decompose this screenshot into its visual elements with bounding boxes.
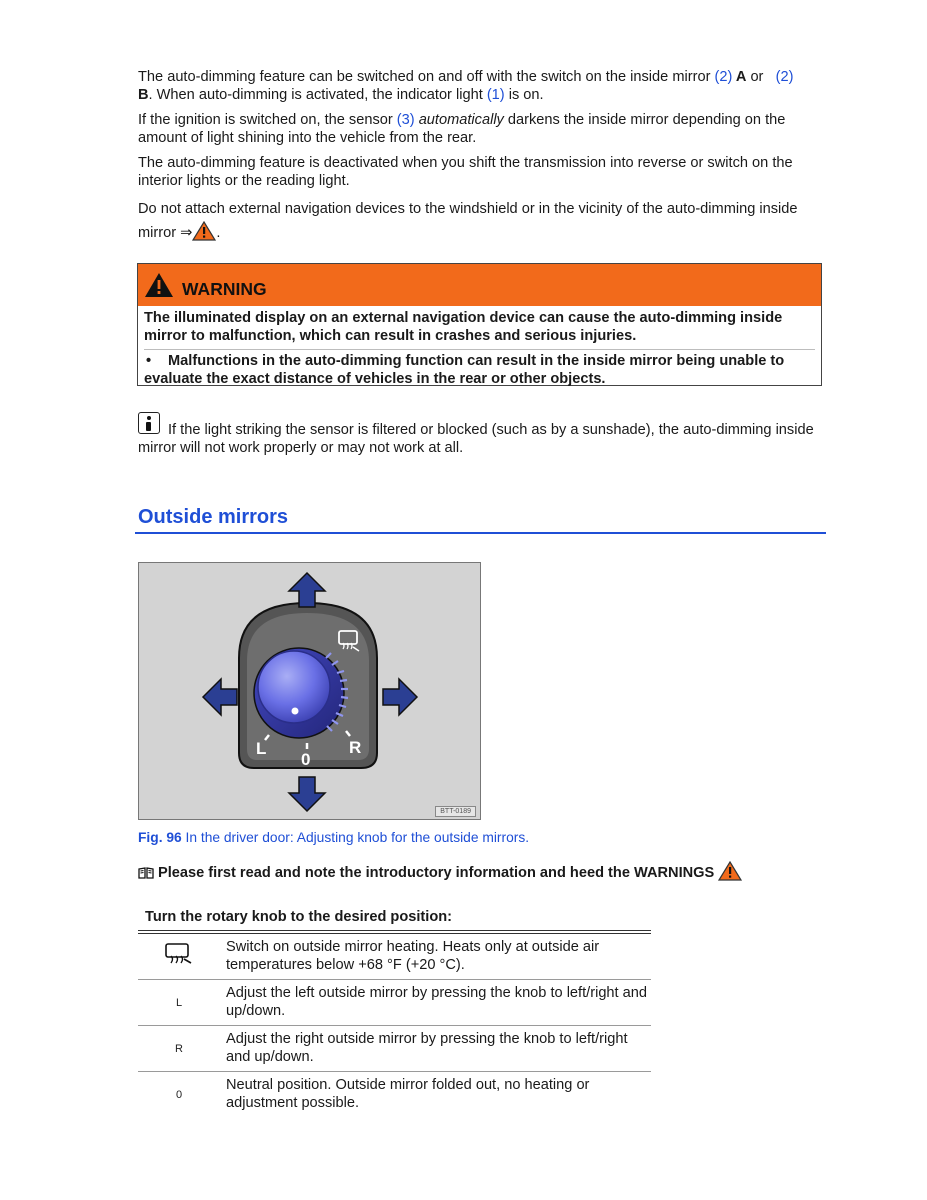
warning-header <box>138 264 821 306</box>
table-symbol-cell: R <box>175 1042 183 1055</box>
knob-label-neutral: 0 <box>301 750 311 769</box>
bullet-icon: • <box>146 353 152 369</box>
table-symbol-cell: L <box>175 996 183 1009</box>
warning-text-1: The illuminated display on an external navigation device can cause the auto-dimming inside mirror to malfunction, which can result in crashes and serious injuries. <box>144 310 783 344</box>
table-row <box>138 1026 651 1072</box>
paragraph-auto-dimming-switch: The auto-dimming feature can be switched on and off with the switch on the inside mirror (2) A or (2) B. When auto-dimming is activated, the indicator light (1) is on. <box>138 69 794 103</box>
paragraph-deactivated: The auto-dimming feature is deactivated when you shift the transmission into reverse or switch on the interior lights or the reading light. <box>138 155 793 189</box>
section-title: Outside mirrors <box>138 506 289 528</box>
table-description: Switch on outside mirror heating. Heats only at outside air temperatures below +68 °F (+20 °C). <box>226 939 600 973</box>
table-row <box>138 934 651 980</box>
info-note-text: If the light striking the sensor is filtered or blocked (such as by a sunshade), the auto-dimming inside mirror will not work properly or may not work at all. <box>138 422 814 456</box>
table-row <box>138 980 651 1026</box>
figure-code: BTT-0189 <box>435 806 476 817</box>
paragraph-sensor: If the ignition is switched on, the sensor (3) automatically darkens the inside mirror depending on the amount of light shining into the vehicle from the rear. <box>138 112 786 146</box>
arrow-down-icon <box>289 777 325 811</box>
table-description: Adjust the left outside mirror by pressing the knob to left/right and up/down. <box>226 985 648 1019</box>
ref-2b[interactable]: (2) <box>775 69 794 85</box>
paragraph-navigation-devices: Do not attach external navigation devices to the windshield or in the vicinity of the auto-dimming inside mirror ⇒ . <box>138 197 828 249</box>
warning-box <box>137 263 822 386</box>
warning-triangle-icon[interactable] <box>192 221 216 249</box>
warning-bullet-item: • Malfunctions in the auto-dimming function can result in the inside mirror being unable to evaluate the exact distance of vehicles in the rear or other objects. <box>144 349 815 388</box>
arrow-up-icon <box>289 573 325 607</box>
figure-adjusting-knob <box>138 562 481 820</box>
ref-3[interactable]: (3) <box>396 112 415 128</box>
table-description: Neutral position. Outside mirror folded out, no heating or adjustment possible. <box>226 1077 590 1111</box>
warning-body <box>138 306 821 388</box>
intro-note: Please first read and note the introductory information and heed the WARNINGS <box>138 861 742 886</box>
book-icon <box>138 866 154 884</box>
ref-2[interactable]: (2) <box>714 69 733 85</box>
info-icon <box>138 412 160 434</box>
warning-icon <box>144 272 174 303</box>
arrow-left-icon <box>203 679 237 715</box>
section-divider <box>135 532 826 534</box>
info-note <box>138 412 828 457</box>
arrow-right-icon <box>383 679 417 715</box>
knob-label-right: R <box>349 738 362 757</box>
table-title: Turn the rotary knob to the desired position: <box>145 909 453 925</box>
knob-positions-table <box>138 930 651 1117</box>
table-row <box>138 1072 651 1117</box>
knob-illustration <box>139 563 479 818</box>
figure-caption: Fig. 96 In the driver door: Adjusting knob for the outside mirrors. <box>138 830 530 845</box>
ref-1[interactable]: (1) <box>486 87 505 103</box>
warning-title: WARNING <box>182 279 267 299</box>
table-symbol-cell: 0 <box>175 1088 183 1101</box>
table-symbol-cell <box>138 934 220 979</box>
mirror-heating-icon <box>165 943 193 971</box>
table-description: Adjust the right outside mirror by pressing the knob to left/right and up/down. <box>226 1031 628 1065</box>
warnings-triangle-icon[interactable] <box>718 861 742 886</box>
knob-label-left: L <box>256 739 267 758</box>
